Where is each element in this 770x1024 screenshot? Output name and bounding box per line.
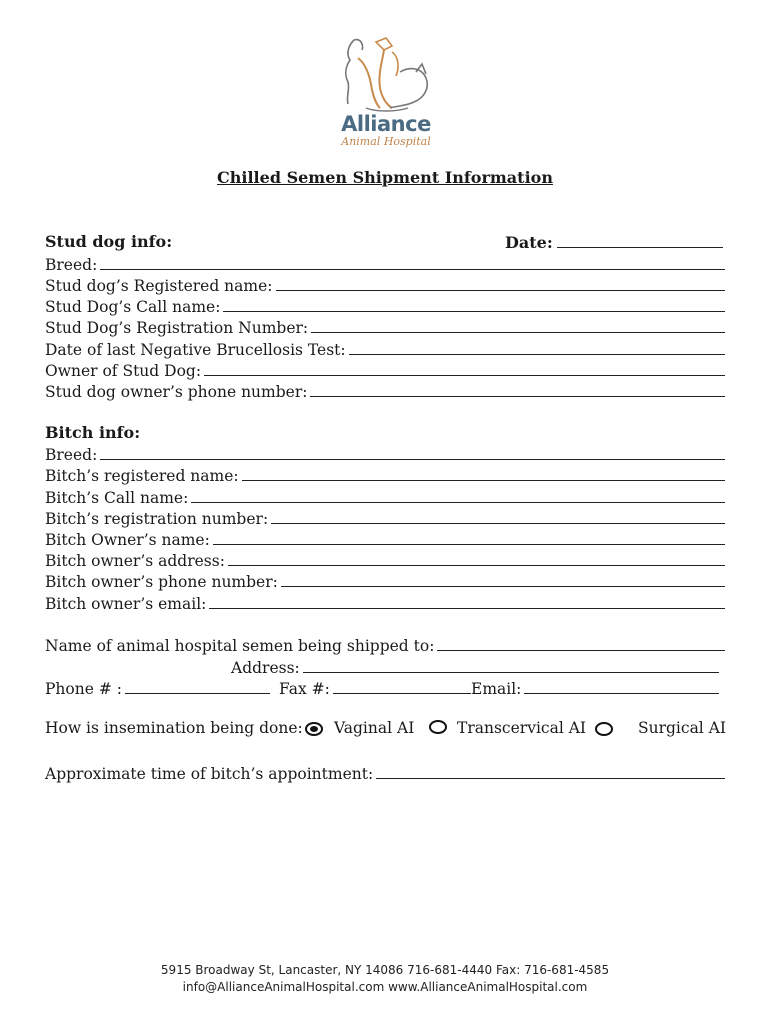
- field-label: Email:: [471, 680, 522, 698]
- radio-surgical-ai[interactable]: [595, 722, 613, 736]
- hospital-email-field[interactable]: [471, 677, 719, 698]
- brucellosis-test-date-field[interactable]: [45, 338, 725, 359]
- field-label: Bitch Owner’s name:: [45, 531, 210, 549]
- brand-logo: [330, 112, 442, 148]
- field-label: Stud Dog’s Registration Number:: [45, 319, 309, 337]
- page-title: Chilled Semen Shipment Information: [217, 168, 553, 187]
- radio-transcervical-ai[interactable]: [429, 720, 447, 734]
- field-label: Bitch owner’s address:: [45, 552, 225, 570]
- hospital-phone-field[interactable]: [45, 677, 270, 698]
- input-line[interactable]: [276, 289, 726, 291]
- option-label-transcervical-ai[interactable]: Transcervical AI: [457, 719, 587, 737]
- appointment-time-field[interactable]: [45, 762, 725, 783]
- date-input-line[interactable]: [557, 247, 723, 248]
- insemination-method-group: [45, 719, 735, 743]
- stud-registered-name-field[interactable]: [45, 274, 725, 295]
- date-field[interactable]: [505, 231, 723, 252]
- bitch-owner-address-field[interactable]: [45, 549, 725, 570]
- input-line[interactable]: [303, 671, 719, 673]
- input-line[interactable]: [228, 564, 725, 566]
- radio-vaginal-ai[interactable]: [305, 722, 323, 736]
- input-line[interactable]: [100, 268, 725, 270]
- input-line[interactable]: [376, 777, 725, 779]
- field-label: Breed:: [45, 446, 98, 464]
- bitch-heading: Bitch info:: [45, 423, 141, 442]
- field-label: Address:: [231, 659, 300, 677]
- bitch-breed-field[interactable]: [45, 443, 725, 464]
- bitch-registered-name-field[interactable]: [45, 464, 725, 485]
- field-label: Stud dog owner’s phone number:: [45, 383, 308, 401]
- insemination-question: How is insemination being done:: [45, 719, 303, 737]
- input-line[interactable]: [281, 585, 725, 587]
- input-line[interactable]: [242, 479, 725, 481]
- hospital-name-field[interactable]: [45, 634, 725, 655]
- date-label: Date:: [505, 233, 553, 252]
- hospital-address-field[interactable]: [231, 656, 719, 677]
- stud-registration-number-field[interactable]: [45, 316, 725, 337]
- field-label: Bitch’s Call name:: [45, 489, 189, 507]
- input-line[interactable]: [213, 543, 725, 545]
- field-label: Stud Dog’s Call name:: [45, 298, 221, 316]
- field-label: Date of last Negative Brucellosis Test:: [45, 341, 346, 359]
- field-label: Name of animal hospital semen being shipped to:: [45, 637, 435, 655]
- stud-call-name-field[interactable]: [45, 295, 725, 316]
- option-label-surgical-ai[interactable]: Surgical AI: [638, 719, 727, 737]
- input-line[interactable]: [209, 607, 725, 609]
- input-line[interactable]: [311, 331, 725, 333]
- field-label: Fax #:: [279, 680, 330, 698]
- input-line[interactable]: [204, 374, 725, 376]
- field-label: Owner of Stud Dog:: [45, 362, 202, 380]
- bitch-owner-phone-field[interactable]: [45, 570, 725, 591]
- field-label: Bitch owner’s phone number:: [45, 573, 278, 591]
- input-line[interactable]: [191, 501, 725, 503]
- bitch-owner-name-field[interactable]: [45, 528, 725, 549]
- hospital-fax-field[interactable]: [279, 677, 471, 698]
- field-label: Phone # :: [45, 680, 122, 698]
- stud-owner-field[interactable]: [45, 359, 725, 380]
- field-label: Bitch owner’s email:: [45, 595, 207, 613]
- field-label: Stud dog’s Registered name:: [45, 277, 273, 295]
- input-line[interactable]: [310, 395, 725, 397]
- input-line[interactable]: [223, 310, 725, 312]
- input-line[interactable]: [437, 649, 725, 651]
- input-line[interactable]: [524, 692, 719, 694]
- field-label: Breed:: [45, 256, 98, 274]
- input-line[interactable]: [349, 353, 725, 355]
- input-line[interactable]: [271, 522, 725, 524]
- footer-contact: info@AllianceAnimalHospital.com www.AllianceAnimalHospital.com: [182, 980, 588, 994]
- bitch-owner-email-field[interactable]: [45, 592, 725, 613]
- option-label-vaginal-ai[interactable]: Vaginal AI: [334, 719, 415, 737]
- field-label: Bitch’s registration number:: [45, 510, 269, 528]
- stud-owner-phone-field[interactable]: [45, 380, 725, 401]
- stud-breed-field[interactable]: [45, 253, 725, 274]
- brand-subtitle: Animal Hospital: [341, 135, 431, 148]
- bitch-registration-number-field[interactable]: [45, 507, 725, 528]
- bitch-call-name-field[interactable]: [45, 486, 725, 507]
- field-label: Bitch’s registered name:: [45, 467, 239, 485]
- field-label: Approximate time of bitch’s appointment:: [45, 765, 374, 783]
- footer-address: 5915 Broadway St, Lancaster, NY 14086 716-681-4440 Fax: 716-681-4585: [160, 963, 610, 977]
- brand-name: Alliance: [341, 112, 431, 136]
- input-line[interactable]: [333, 692, 471, 694]
- input-line[interactable]: [100, 458, 725, 460]
- input-line[interactable]: [125, 692, 270, 694]
- stud-dog-heading: Stud dog info:: [45, 232, 173, 251]
